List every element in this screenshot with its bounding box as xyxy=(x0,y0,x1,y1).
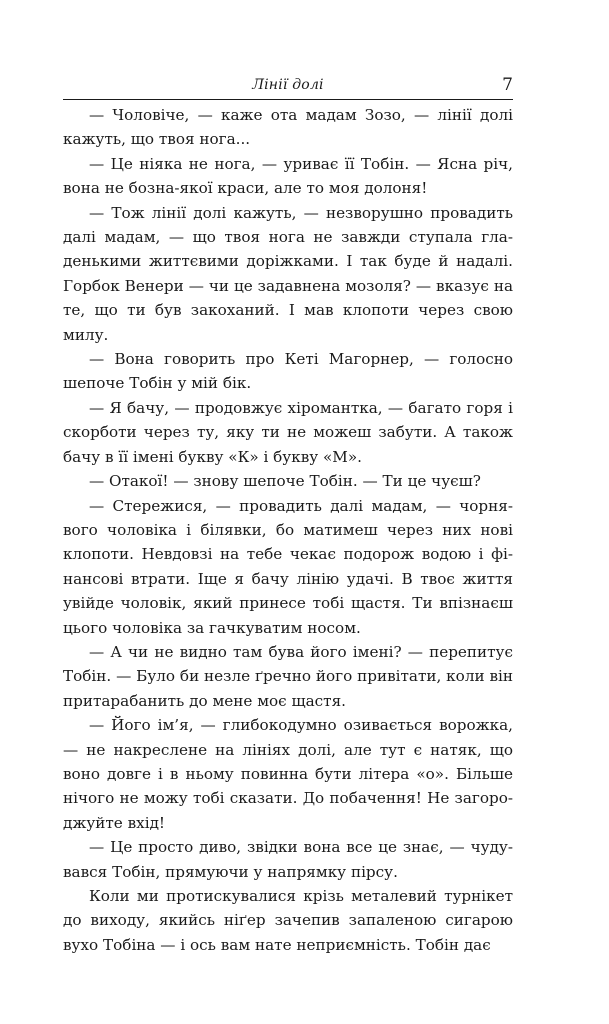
page-number: 7 xyxy=(502,75,513,95)
running-title: Лінії долі xyxy=(252,77,324,93)
paragraph: — Я бачу, — продовжує хіромантка, — багато горя і скорботи через ту, яку ти не можеш забути. А також бачу в її імені букву «К» і букву «М». xyxy=(63,398,513,466)
paragraph: — Стережися, — провадить далі мадам, — чорнявого чоловіка і білявки, бо матимеш через них нові клопоти. Невдовзі на тебе чекає подорож водою і фінансові втрати. Іще я бачу лінію удачі. В твоє життя увійде чоловік, який принесе тобі щастя. Ти впізнаєш цього чоловіка за гачкуватим носом. xyxy=(63,496,513,637)
paragraph: — Це ніяка не нога, — уриває її Тобін. — Ясна річ, вона не бозна-якої краси, але то моя долоня! xyxy=(63,154,513,198)
paragraph: — Тож лінії долі кажуть, — незворушно провадить далі мадам, — що твоя нога не завжди ступала гладенькими життєвими доріжками. І так буде й надалі. Горбок Венери — чи це задавнена мозоля? — вказує на те, що ти був закоханий. І мав клопоти через свою милу. xyxy=(63,203,513,344)
running-header xyxy=(63,75,513,100)
body-text xyxy=(63,103,513,957)
paragraph: — Отакої! — знову шепоче Тобін. — Ти це чуєш? xyxy=(89,472,481,491)
paragraph: Коли ми протискувалися крізь металевий турнікет до виходу, якийсь ніґер зачепив запаленою сигарою вухо Тобіна — і ось вам нате неприємність. Тобін дає xyxy=(63,887,513,954)
paragraph: — Це просто диво, звідки вона все це знає, — чудувався Тобін, прямуючи у напрямку пірсу. xyxy=(63,838,513,881)
paragraph: — А чи не видно там бува його імені? — перепитує Тобін. — Було би незле ґречно його привітати, коли він притарабанить до мене моє щастя. xyxy=(63,642,513,710)
paragraph: — Чоловіче, — каже ота мадам Зозо, — лінії долі кажуть, що твоя нога... xyxy=(63,106,513,149)
paragraph: — Вона говорить про Кеті Магорнер, — голосно шепоче Тобін у мій бік. xyxy=(63,350,513,393)
paragraph: — Його ім’я, — глибокодумно озивається ворожка, — не накреслене на лініях долі, але тут є натяк, що воно довге і в ньому повинна бути літера «о». Більше нічого не можу тобі сказати. До побачення! Не загороджуйте вхід! xyxy=(63,716,513,832)
